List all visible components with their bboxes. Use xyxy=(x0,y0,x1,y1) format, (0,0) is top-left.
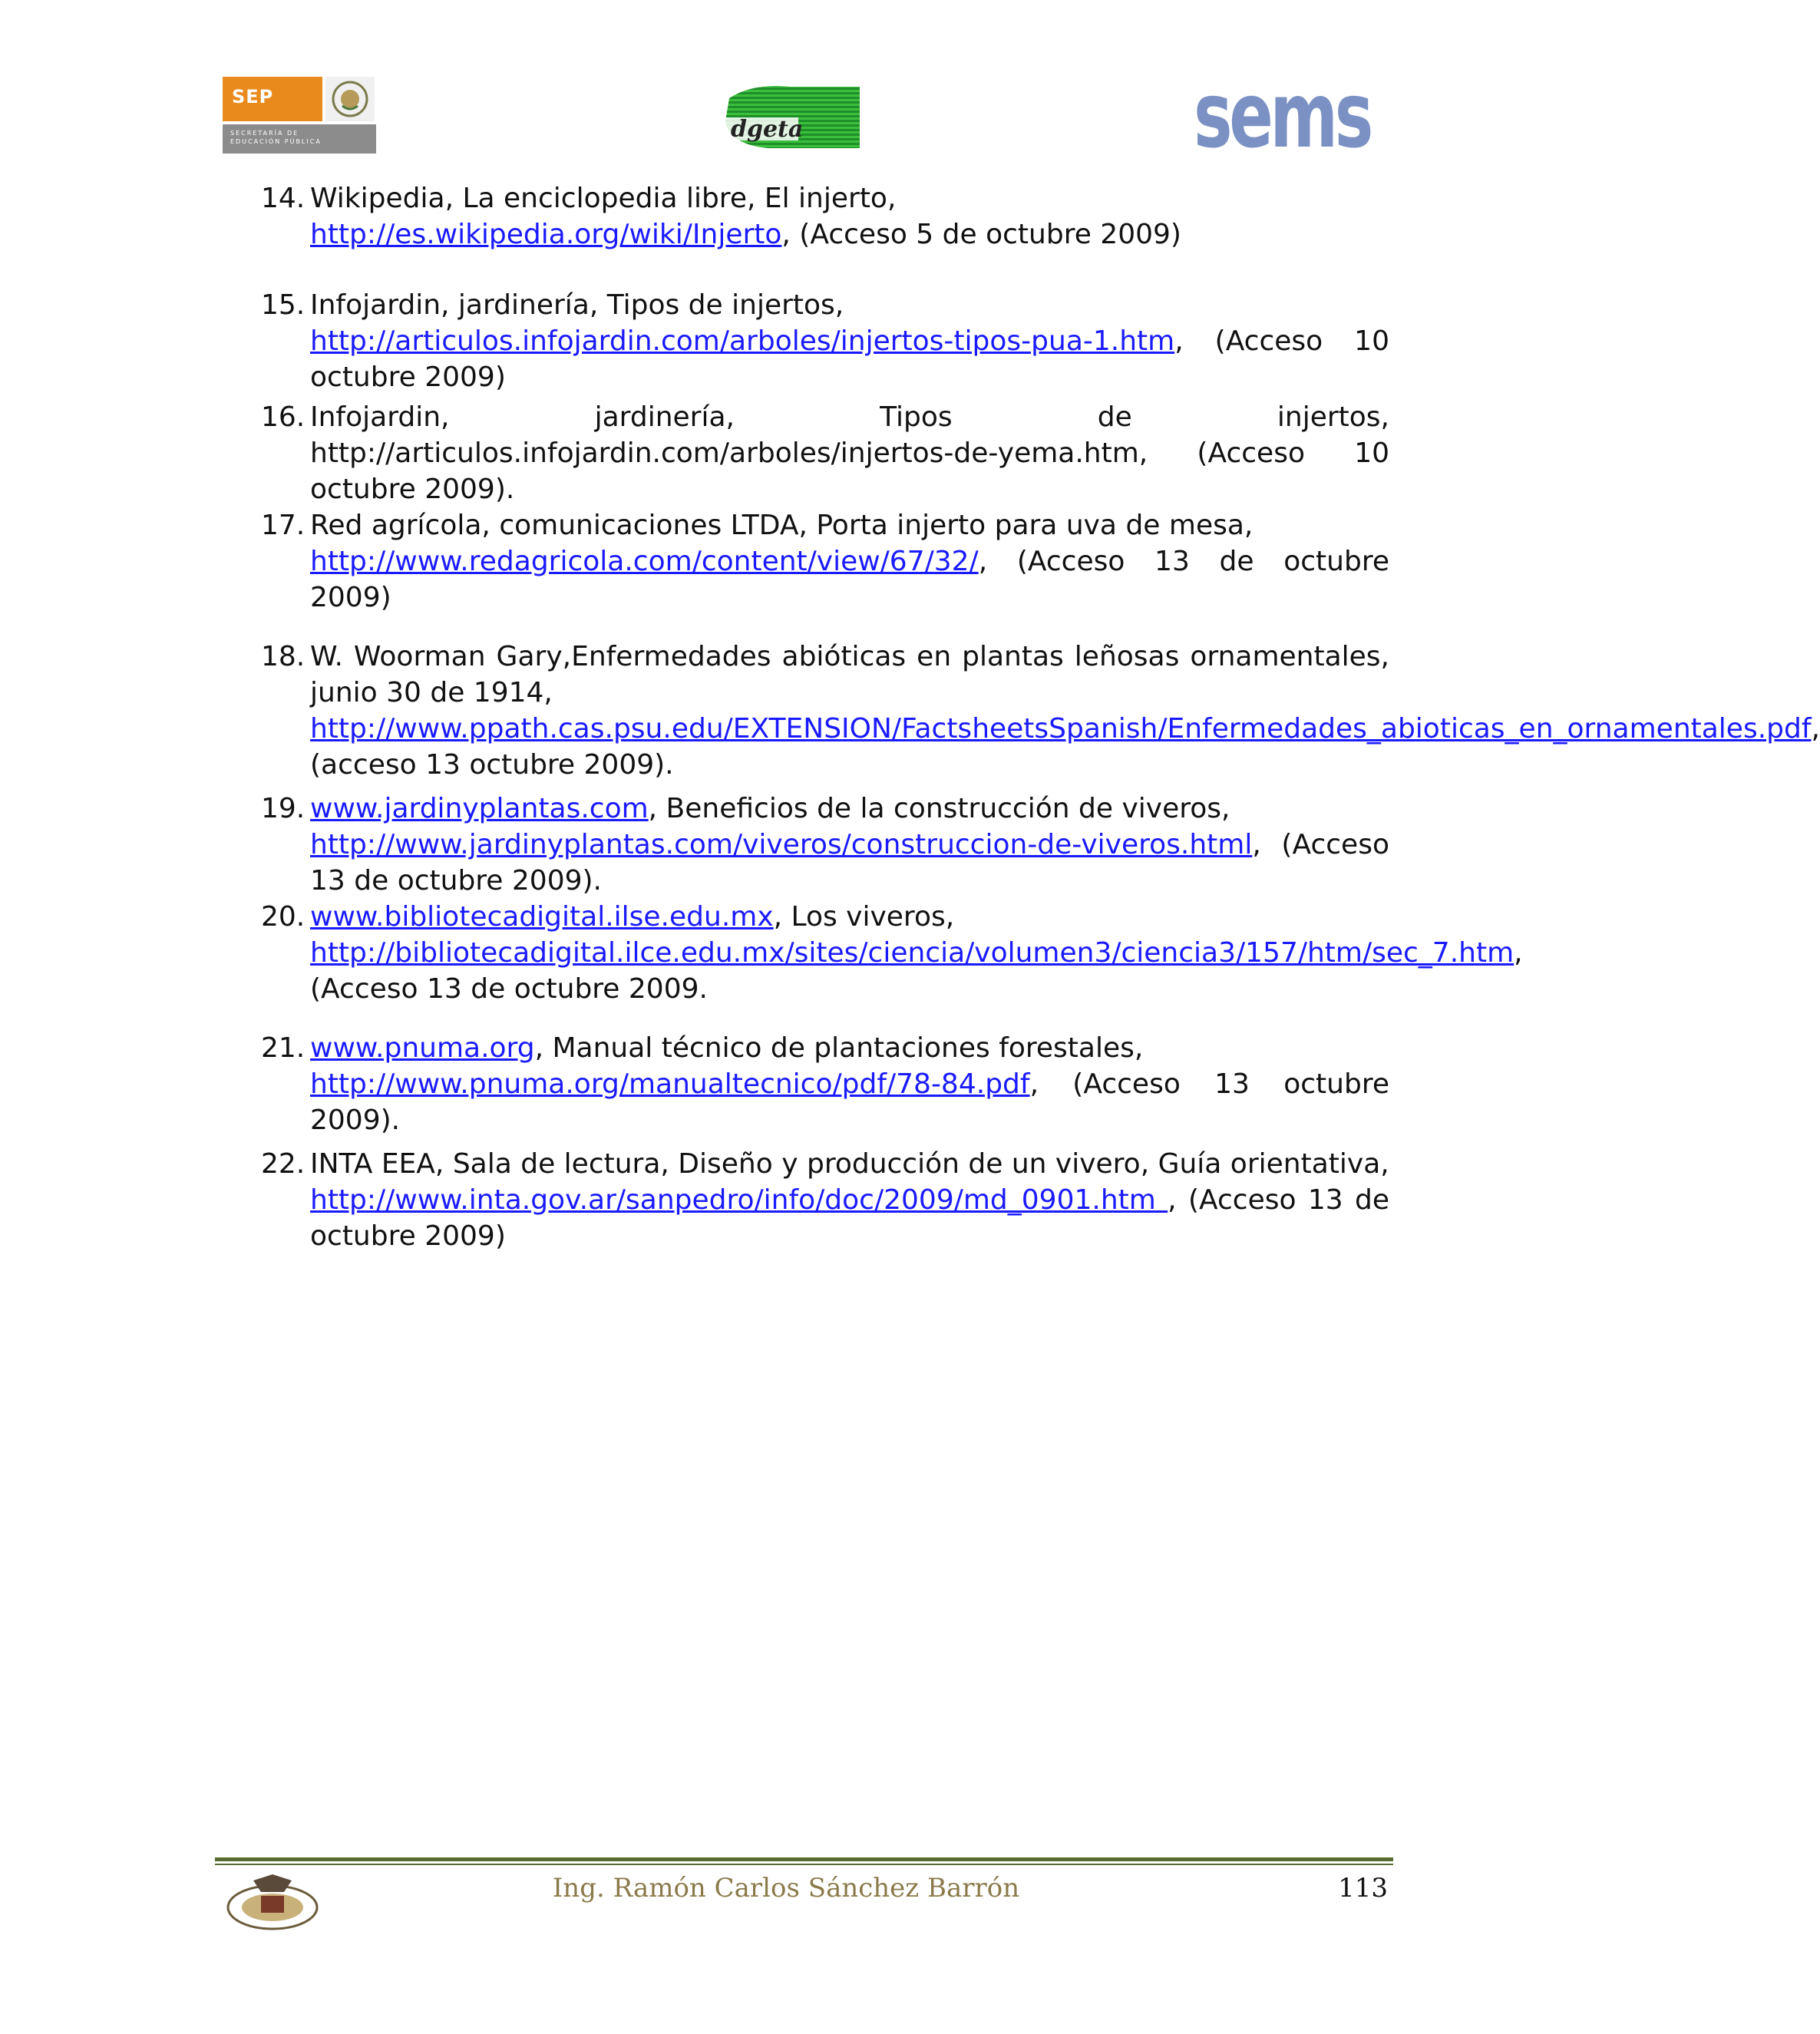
reference-line-suffix: , Manual técnico de plantaciones forestales, xyxy=(534,1032,1144,1064)
reference-line-suffix: , (Acceso 13 de octubre 2009. xyxy=(310,937,1523,1005)
reference-line xyxy=(310,827,1389,899)
reference-line-text: W. Woorman Gary,Enfermedades abióticas en plantas leñosas ornamentales, junio 30 de 1914, xyxy=(310,641,1389,708)
mexico-seal-icon xyxy=(325,77,375,121)
sep-logo-subtitle xyxy=(223,124,376,154)
reference-line-text: Red agrícola, comunicaciones LTDA, Porta injerto para uva de mesa, xyxy=(310,510,1254,541)
reference-line xyxy=(310,507,1389,543)
reference-text xyxy=(310,399,1389,507)
reference-link[interactable]: http://www.ppath.cas.psu.edu/EXTENSION/FactsheetsSpanish/Enfermedades_abioticas_en_ornamentales.pdf xyxy=(310,713,1812,745)
reference-text xyxy=(310,899,1523,1007)
reference-line xyxy=(310,323,1389,395)
reference-link[interactable]: www.bibliotecadigital.ilse.edu.mx xyxy=(310,901,774,933)
reference-text xyxy=(310,791,1389,899)
footer-divider xyxy=(215,1857,1393,1867)
footer-author: Ing. Ramón Carlos Sánchez Barrón xyxy=(552,1873,1020,1904)
reference-text xyxy=(310,507,1389,616)
reference-link[interactable]: www.jardinyplantas.com xyxy=(310,793,649,824)
reference-line xyxy=(310,543,1389,616)
reference-line xyxy=(310,1066,1389,1138)
reference-line-suffix: , (Acceso 10 octubre 2009) xyxy=(310,325,1389,393)
reference-line-suffix: , Los viveros, xyxy=(773,901,955,933)
reference-line xyxy=(310,180,1389,216)
reference-item xyxy=(261,507,1389,616)
reference-line xyxy=(310,1030,1389,1066)
sep-logo-text: SEP xyxy=(232,86,274,107)
reference-item xyxy=(261,899,1523,1007)
reference-number: 19. xyxy=(261,793,306,824)
reference-line xyxy=(310,1182,1389,1254)
reference-item xyxy=(261,639,1820,783)
reference-line xyxy=(310,791,1389,827)
reference-link[interactable]: www.pnuma.org xyxy=(310,1032,535,1064)
reference-line xyxy=(310,899,1389,935)
reference-line xyxy=(310,287,1389,323)
reference-line xyxy=(310,1146,1389,1182)
dgeta-logo-text: dgeta xyxy=(731,116,804,143)
reference-line-suffix: , (Acceso 13 octubre 2009). xyxy=(310,1068,1389,1136)
reference-line-suffix: , (acceso 13 octubre 2009). xyxy=(310,713,1820,781)
reference-item xyxy=(261,180,1389,253)
reference-text xyxy=(310,287,1389,395)
reference-link[interactable]: http://www.pnuma.org/manualtecnico/pdf/78-84.pdf xyxy=(310,1068,1030,1100)
reference-line-text: Infojardin, jardinería, Tipos de injertos, xyxy=(310,289,844,321)
reference-line-suffix: , Beneficios de la construcción de viveros, xyxy=(648,793,1230,824)
reference-link[interactable]: http://es.wikipedia.org/wiki/Injerto xyxy=(310,219,782,250)
reference-line-suffix: , (Acceso 13 de octubre 2009). xyxy=(310,829,1389,896)
reference-item xyxy=(261,1030,1389,1138)
reference-text xyxy=(310,639,1820,783)
sep-subtitle-line1: SECRETARÍA DE xyxy=(230,130,299,137)
reference-link[interactable]: http://bibliotecadigital.ilce.edu.mx/sites/ciencia/volumen3/ciencia3/157/htm/sec_7.htm xyxy=(310,937,1514,969)
reference-line-text: Infojardin, jardinería, Tipos de injertos, http://articulos.infojardin.com/arboles/injertos-de-yema.htm, (Acceso 10 octubre 2009). xyxy=(310,401,1389,505)
reference-item xyxy=(261,1146,1389,1254)
reference-number: 18. xyxy=(261,641,306,672)
reference-number: 16. xyxy=(261,401,306,433)
sems-logo-text: sems xyxy=(1194,62,1371,168)
sep-logo-badge xyxy=(223,77,322,121)
reference-item xyxy=(261,287,1389,395)
reference-line-text: INTA EEA, Sala de lectura, Diseño y producción de un vivero, Guía orientativa, xyxy=(310,1148,1389,1180)
reference-text xyxy=(310,1146,1389,1254)
reference-number: 14. xyxy=(261,183,306,214)
dgeta-logo xyxy=(722,83,867,150)
reference-link[interactable]: http://www.jardinyplantas.com/viveros/construccion-de-viveros.html xyxy=(310,829,1253,860)
sems-logo xyxy=(1194,62,1371,168)
reference-line-suffix: , (Acceso 5 de octubre 2009) xyxy=(781,219,1181,250)
reference-text xyxy=(310,180,1389,253)
reference-item xyxy=(261,399,1389,507)
reference-link[interactable]: http://articulos.infojardin.com/arboles/injertos-tipos-pua-1.htm xyxy=(310,325,1175,357)
reference-link[interactable]: http://www.inta.gov.ar/sanpedro/info/doc/2009/md_0901.htm xyxy=(310,1184,1168,1216)
reference-number: 20. xyxy=(261,901,306,933)
reference-line xyxy=(310,935,1523,1007)
sep-logo xyxy=(223,77,376,154)
reference-link[interactable]: http://www.redagricola.com/content/view/67/32/ xyxy=(310,546,979,577)
reference-number: 21. xyxy=(261,1032,306,1064)
reference-text xyxy=(310,1030,1389,1138)
reference-line-suffix: , (Acceso 13 de octubre 2009) xyxy=(310,1184,1389,1252)
reference-line xyxy=(310,711,1820,783)
reference-number: 17. xyxy=(261,510,306,541)
page-number: 113 xyxy=(1338,1873,1388,1904)
reference-number: 22. xyxy=(261,1148,306,1180)
reference-line xyxy=(310,399,1389,507)
reference-line-text: Wikipedia, La enciclopedia libre, El injerto, xyxy=(310,183,897,214)
reference-line xyxy=(310,639,1389,711)
references-list xyxy=(261,180,1820,1254)
sep-subtitle-line2: EDUCACIÓN PÚBLICA xyxy=(230,138,322,145)
reference-line xyxy=(310,216,1389,253)
reference-item xyxy=(261,791,1389,899)
reference-number: 15. xyxy=(261,289,306,321)
reference-line-suffix: , (Acceso 13 de octubre 2009) xyxy=(310,546,1389,613)
